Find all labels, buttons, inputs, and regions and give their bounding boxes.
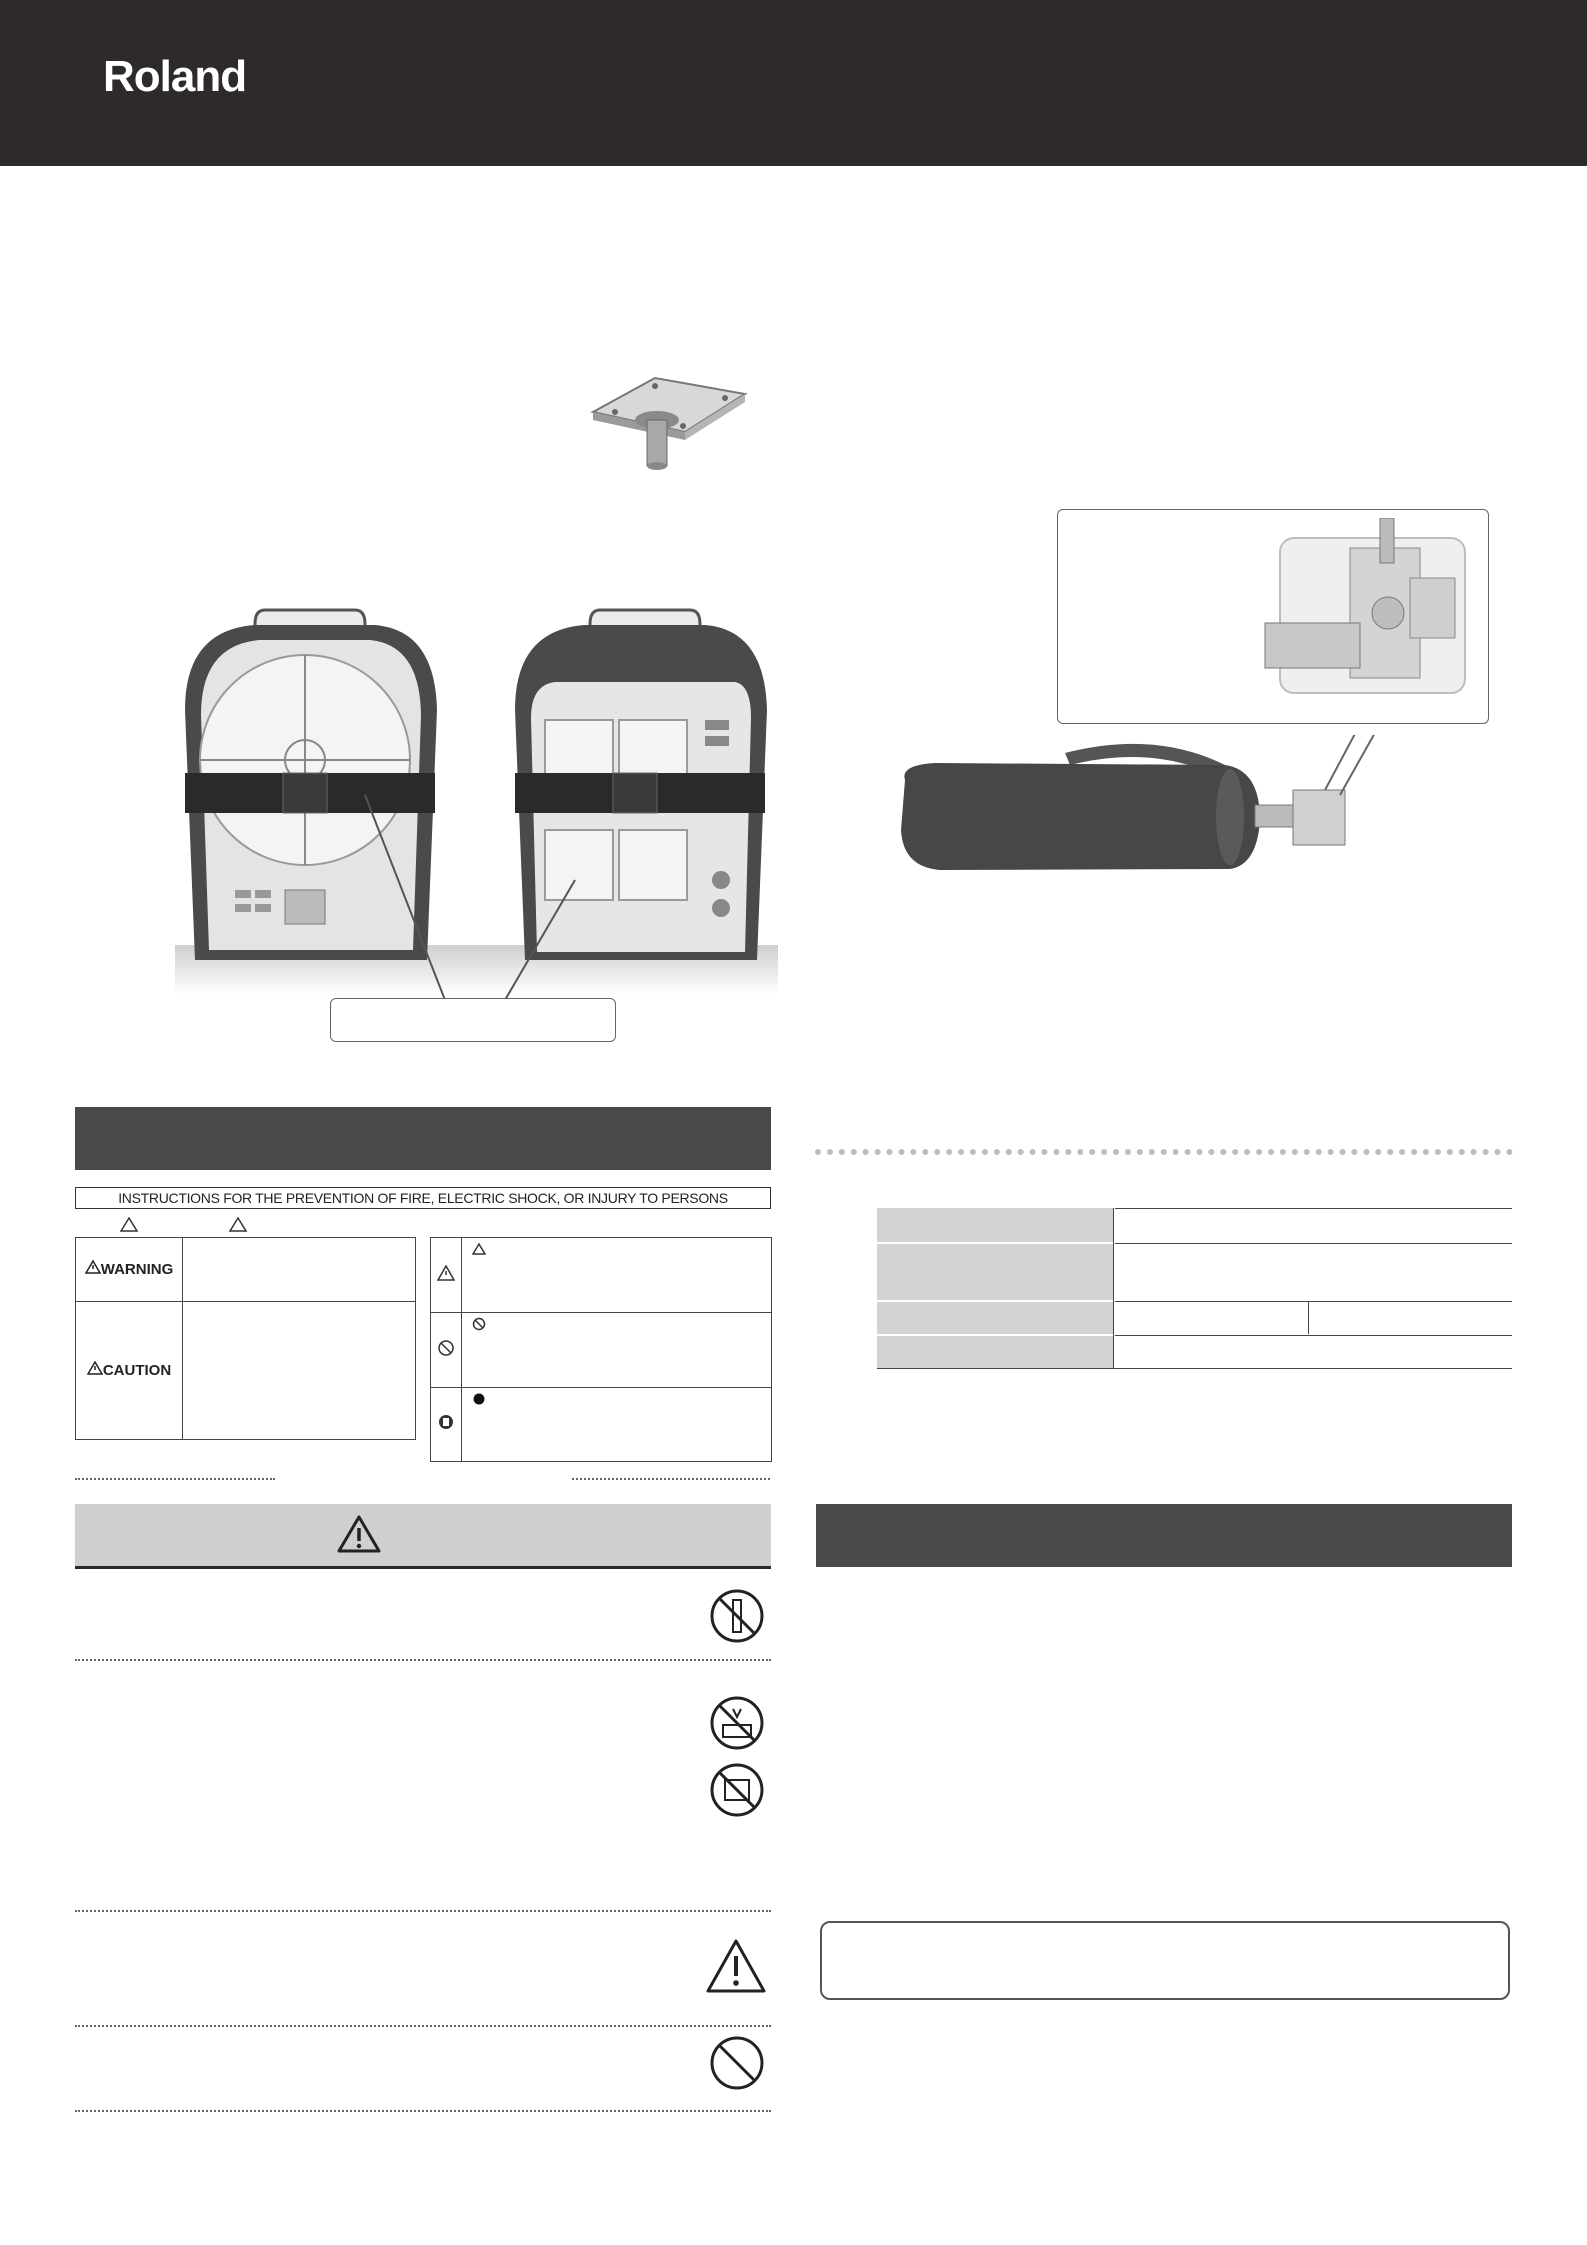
divider bbox=[75, 1910, 771, 1912]
warning-band bbox=[75, 1504, 771, 1569]
roland-logo: Roland bbox=[103, 52, 247, 101]
symbol-legend-line bbox=[120, 1217, 260, 1233]
case-strap-callout bbox=[330, 998, 616, 1042]
divider bbox=[815, 1149, 1513, 1155]
spec-label-cell bbox=[877, 1336, 1113, 1368]
caution-triangle-icon bbox=[230, 1218, 246, 1231]
caution-cell bbox=[76, 1302, 183, 1440]
symbol-cell-prohibited bbox=[431, 1313, 462, 1388]
divider bbox=[75, 2025, 771, 2027]
stand-adapter-image bbox=[585, 372, 755, 482]
mandatory-dot-icon bbox=[437, 1413, 455, 1431]
section-header-safety bbox=[75, 1107, 771, 1170]
safety-box-title: INSTRUCTIONS FOR THE PREVENTION OF FIRE, ELECTRIC SHOCK, OR INJURY TO PERSONS bbox=[75, 1187, 771, 1209]
spec-label-cell bbox=[877, 1208, 1113, 1242]
section-header-right bbox=[816, 1504, 1512, 1567]
stand-bag-image bbox=[895, 735, 1380, 890]
caution-description bbox=[183, 1302, 416, 1440]
caution-triangle-icon bbox=[437, 1265, 455, 1281]
divider bbox=[75, 1659, 771, 1661]
warning-triangle-icon bbox=[336, 1514, 382, 1554]
note-box bbox=[820, 1921, 1510, 2000]
warning-description bbox=[183, 1238, 416, 1302]
symbol-cell-caution bbox=[431, 1238, 462, 1313]
no-heat-icon bbox=[709, 1762, 765, 1818]
spec-label-cell bbox=[877, 1244, 1113, 1300]
divider bbox=[572, 1478, 770, 1480]
caution-triangle-icon bbox=[87, 1361, 103, 1375]
divider bbox=[75, 2110, 771, 2112]
mandatory-dot-icon bbox=[472, 1392, 486, 1406]
caution-label: CAUTION bbox=[102, 1362, 172, 1379]
signal-word-table bbox=[75, 1237, 416, 1440]
caution-triangle-icon bbox=[121, 1218, 137, 1231]
caution-triangle-icon bbox=[85, 1260, 101, 1274]
prohibited-icon bbox=[709, 2035, 765, 2091]
clamp-detail-image bbox=[1260, 518, 1475, 703]
symbol-table bbox=[430, 1237, 772, 1462]
no-disassemble-icon bbox=[709, 1588, 765, 1644]
carrying-case-illustration bbox=[175, 590, 778, 1010]
no-water-icon bbox=[709, 1695, 765, 1751]
prohibited-circle-icon bbox=[472, 1317, 486, 1331]
warning-label: WARNING bbox=[100, 1261, 174, 1278]
caution-triangle-icon bbox=[472, 1243, 486, 1255]
caution-triangle-icon bbox=[705, 1938, 767, 1994]
divider bbox=[75, 1478, 275, 1480]
spec-label-cell bbox=[877, 1302, 1113, 1334]
symbol-cell-mandatory bbox=[431, 1388, 462, 1462]
prohibited-circle-icon bbox=[437, 1339, 455, 1357]
warning-cell bbox=[76, 1238, 183, 1302]
